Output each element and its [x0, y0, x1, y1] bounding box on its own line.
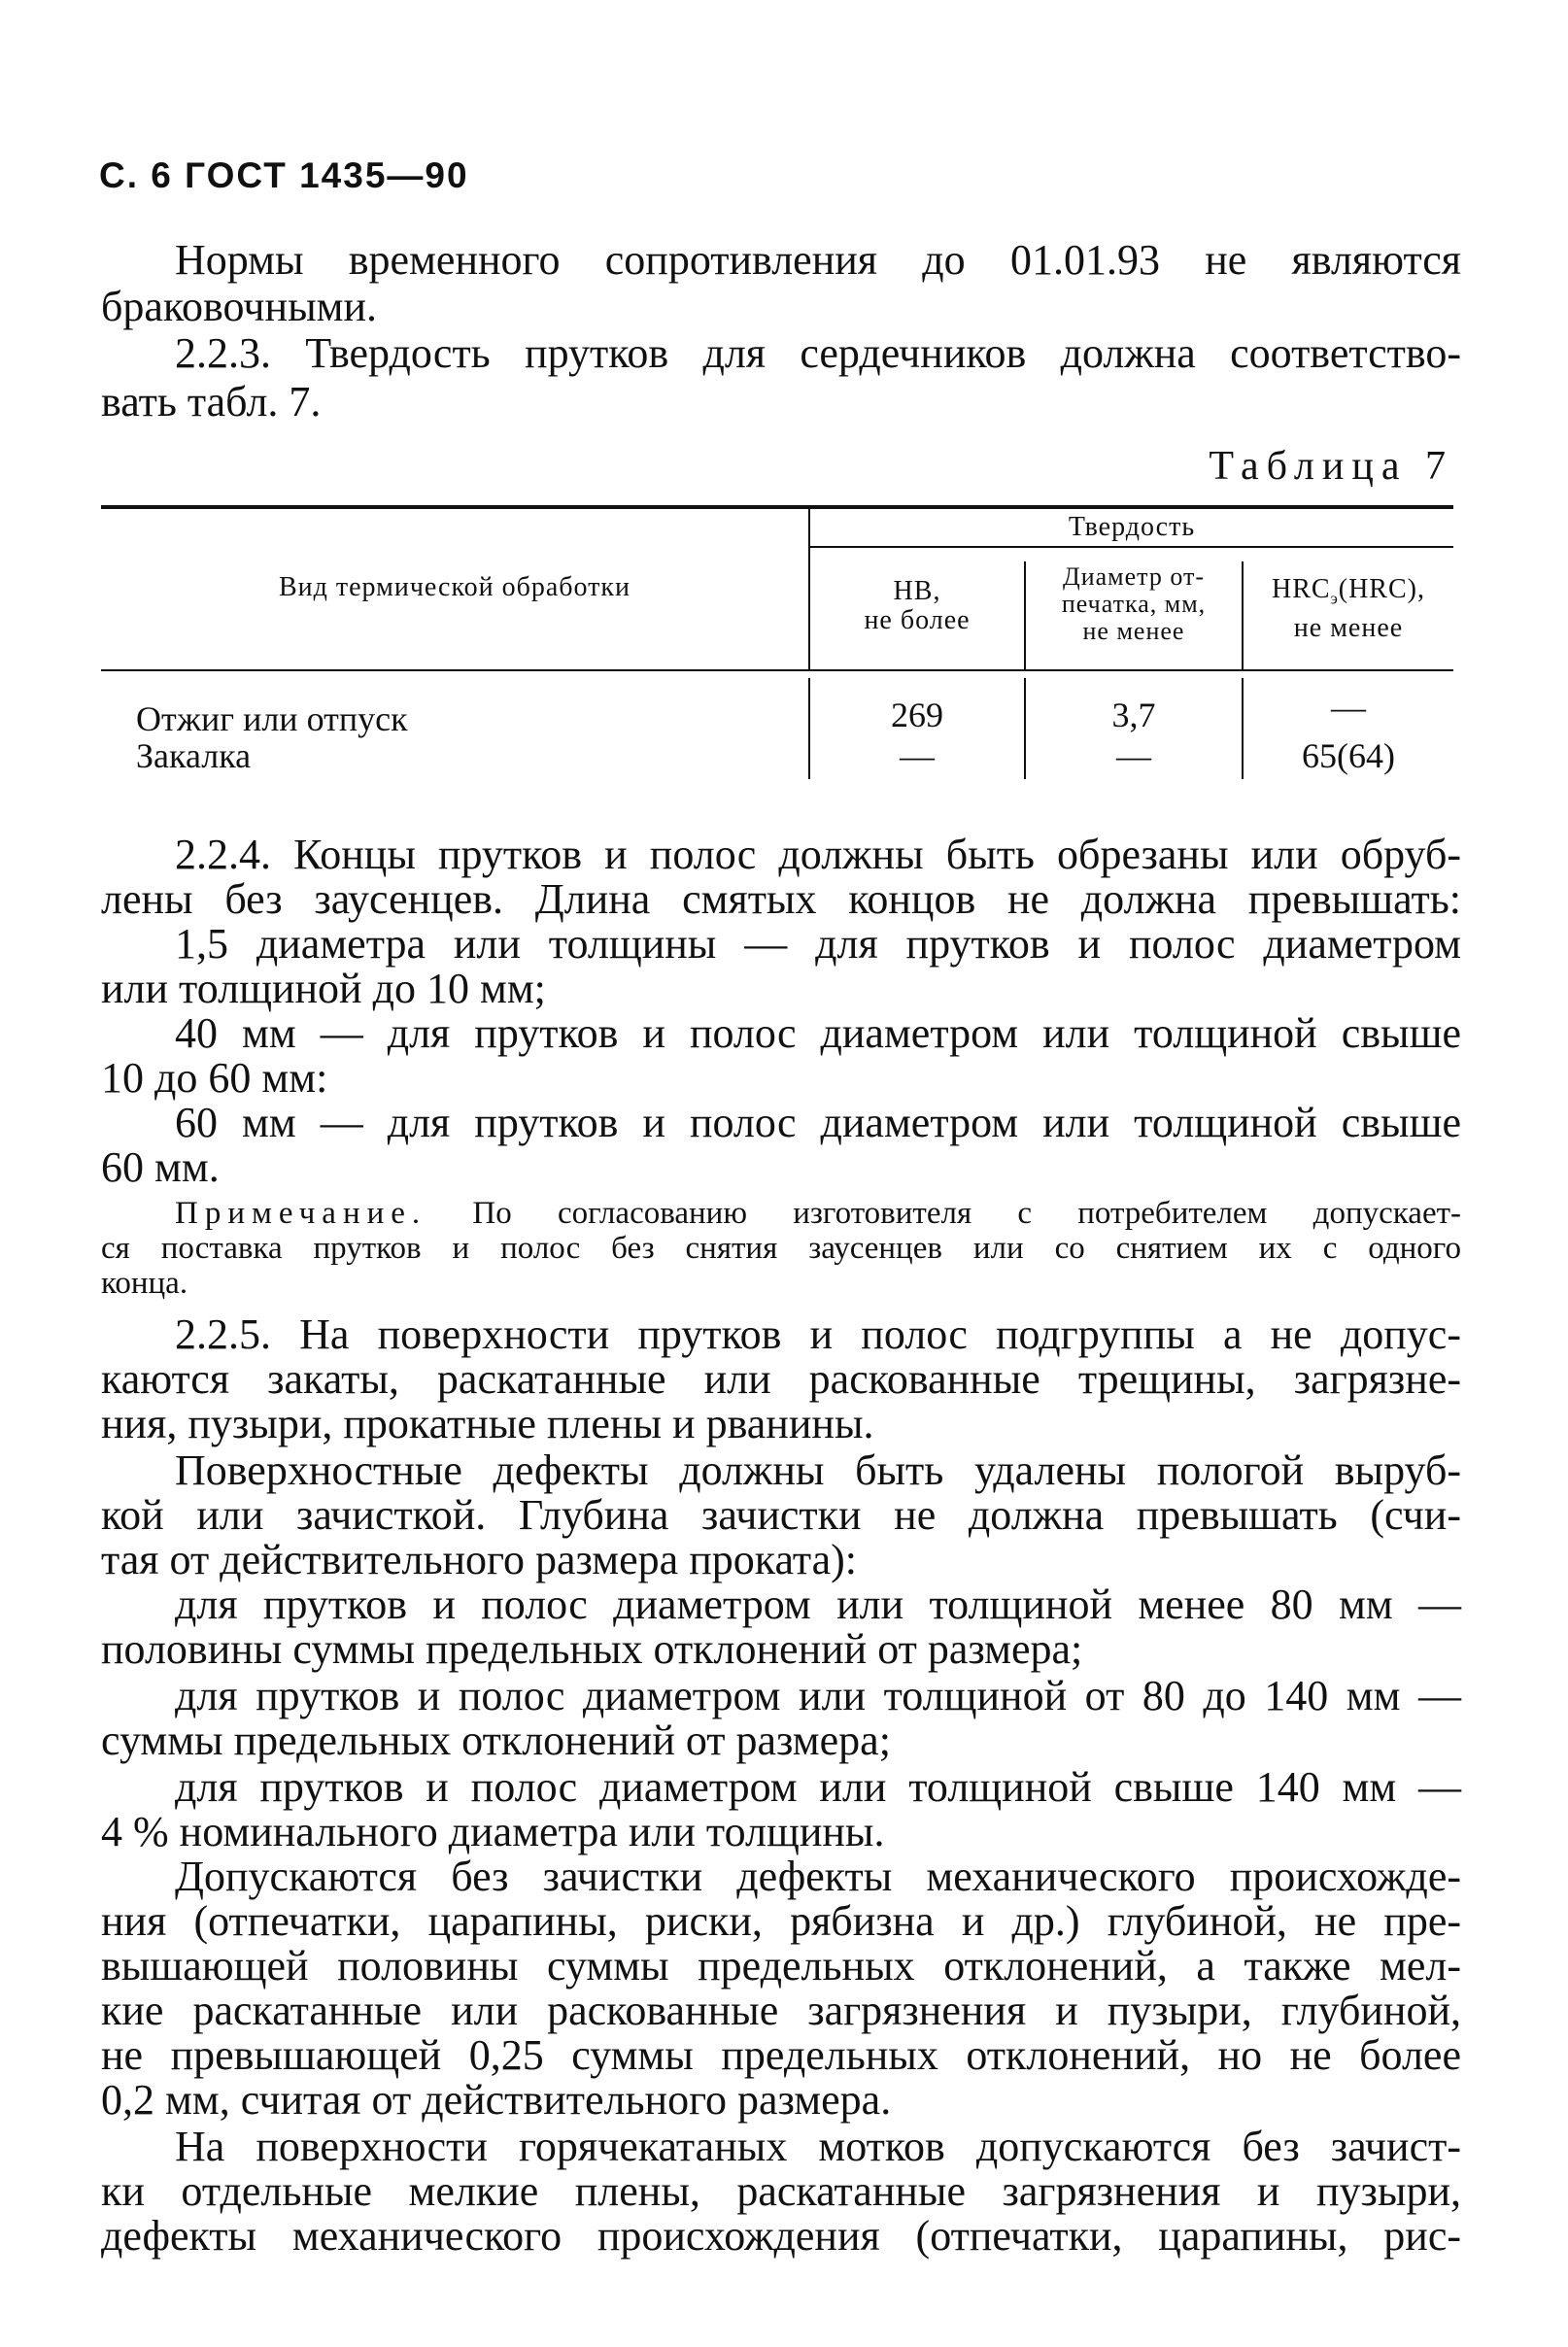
row-2-hrc: 65(64): [1302, 736, 1395, 775]
p225-line-12: 4 % номинального диаметра или толщины.: [101, 1808, 885, 1855]
p225-line-6: тая от действительного размера проката):: [101, 1536, 858, 1583]
p225-line-17: не превышающей 0,25 суммы предельных отклонений, но не более: [101, 2031, 1461, 2079]
row-1-name: Отжиг или отпуск: [136, 699, 408, 738]
hrc-sub: э: [1330, 589, 1339, 608]
p223-line-1: 2.2.3. Твердость прутков для сердечников должна соответство-: [175, 329, 1461, 377]
col-hb-header: HB, не более: [864, 576, 971, 635]
col-diameter-header: Диаметр от- печатка, мм, не менее: [1061, 562, 1207, 645]
p225-line-14: ния (отпечатки, царапины, риски, рябизна и др.) глубиной, не пре-: [101, 1897, 1461, 1945]
p224-line-7: 60 мм — для прутков и полос диаметром или толщиной свыше: [175, 1099, 1461, 1146]
p225-line-9: для прутков и полос диаметром или толщиной от 80 до 140 мм —: [175, 1672, 1461, 1719]
p225-line-5: кой или зачисткой. Глубина зачистки не должна превышать (счи-: [101, 1491, 1461, 1539]
row-1-diameter: 3,7: [1111, 696, 1156, 734]
intro-line-1: Нормы временного сопротивления до 01.01.93 не являются: [175, 236, 1461, 284]
intro-line-2: браковочными.: [101, 283, 378, 330]
table-top-rule: [101, 505, 1453, 509]
table-hardness-rule: [810, 546, 1453, 548]
hrc-main: HRC: [1271, 574, 1331, 604]
note-line-1: [101, 1195, 1461, 1232]
p225-line-10: суммы предельных отклонений от размера;: [101, 1717, 891, 1764]
page-header: С. 6 ГОСТ 1435—90: [99, 155, 469, 195]
p225-line-20: ки отдельные мелкие плены, раскатанные загрязнения и пузыри,: [101, 2167, 1461, 2215]
row-2-diameter: —: [1116, 736, 1151, 775]
p225-line-15: вышающей половины суммы предельных отклонений, а также мел-: [101, 1942, 1461, 1990]
p225-line-16: кие раскатанные или раскованные загрязнения и пузыри, глубиной,: [101, 1987, 1461, 2034]
note-line-3: конца.: [101, 1266, 188, 1301]
row-1-hb: 269: [891, 696, 943, 734]
p225-line-2: каются закаты, раскатанные или раскованные трещины, загрязне-: [101, 1355, 1461, 1403]
p225-line-19: На поверхности горячекатаных мотков допускаются без зачист-: [175, 2123, 1461, 2170]
row-2-hb: —: [900, 736, 935, 775]
hrc-tail: (HRC),: [1338, 574, 1425, 604]
row-2-name: Закалка: [136, 736, 252, 775]
col-hrc-header: [1244, 575, 1453, 643]
table-header-rule: [101, 669, 1453, 671]
p223-line-2: вать табл. 7.: [101, 378, 322, 425]
p225-line-21: дефекты механического происхождения (отпечатки, царапины, рис-: [101, 2212, 1461, 2260]
hrc-line2: не менее: [1293, 612, 1404, 643]
col-treatment-header: Вид термической обработки: [278, 572, 631, 602]
p224-line-3: 1,5 диаметра или толщины — для прутков и полос диаметром: [175, 920, 1461, 968]
p225-line-4: Поверхностные дефекты должны быть удалены пологой выруб-: [175, 1446, 1461, 1494]
p225-line-11: для прутков и полос диаметром или толщиной свыше 140 мм —: [175, 1763, 1461, 1811]
p225-line-3: ния, пузыри, прокатные плены и рванины.: [101, 1400, 874, 1447]
p224-line-8: 60 мм.: [101, 1143, 220, 1191]
table-caption: Таблица 7: [1209, 444, 1453, 489]
p225-line-1: 2.2.5. На поверхности прутков и полос подгруппы а не допус-: [175, 1310, 1461, 1358]
p225-line-7: для прутков и полос диаметром или толщиной менее 80 мм —: [175, 1581, 1461, 1628]
note-label: Примечание.: [175, 1196, 427, 1231]
p224-line-4: или толщиной до 10 мм;: [101, 965, 546, 1012]
p224-line-6: 10 до 60 мм:: [101, 1054, 328, 1102]
row-1-hrc: —: [1331, 688, 1366, 727]
p225-line-13: Допускаются без зачистки дефекты механического происхожде-: [175, 1853, 1461, 1900]
note-line-2: ся поставка прутков и полос без снятия заусенцев или со снятием их с одного: [101, 1231, 1461, 1266]
p224-line-2: лены без заусенцев. Длина смятых концов не должна превышать:: [101, 875, 1461, 923]
p224-line-1: 2.2.4. Концы прутков и полос должны быть обрезаны или обруб-: [175, 831, 1461, 878]
note-text-1: По согласованию изготовителя с потребителем допускает-: [472, 1196, 1462, 1231]
p225-line-8: половины суммы предельных отклонений от размера;: [101, 1625, 1083, 1673]
p224-line-5: 40 мм — для прутков и полос диаметром или толщиной свыше: [175, 1009, 1461, 1057]
hardness-table: [101, 497, 1453, 779]
p225-line-18: 0,2 мм, считая от действительного размера.: [101, 2076, 892, 2124]
col-hardness-header: Твердость: [1068, 512, 1196, 542]
